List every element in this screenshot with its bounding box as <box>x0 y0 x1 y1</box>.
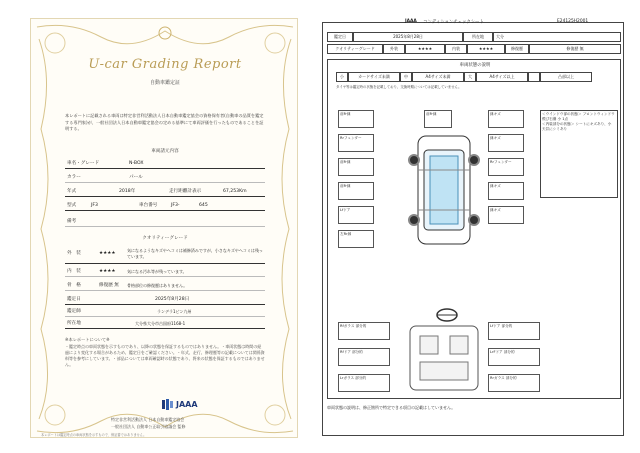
repair-label: 修復歴 <box>505 44 529 54</box>
repair-desc: 骨格部位の修復歴はありません。 <box>127 283 188 288</box>
legend-key-medium: 中 <box>400 72 412 82</box>
year-label: 年式 <box>67 189 77 194</box>
legend-key-extra <box>528 72 540 82</box>
exterior-label: 外装 <box>383 44 405 54</box>
model-row <box>65 201 265 211</box>
lower-label-5: Lrガラス 部分的 <box>338 374 390 392</box>
side-notes: ＜ウインドウ部の状態＞ フロントウィンドウ飛び石傷 小 1点 ＜内装部分の状態＞ シートにキズあり、小 天井にシミあり <box>540 110 618 198</box>
exterior-label: 外 装 <box>67 251 81 256</box>
location-label: 所在地 <box>67 321 81 326</box>
quality-section-title: クオリティーグレード <box>142 236 188 241</box>
grade-label: 車名・グレード <box>67 161 100 166</box>
date-value: 2025年8月28日 <box>155 297 190 302</box>
lower-label-1: Rfガラス 部分的 <box>338 322 390 340</box>
panel-right-2: 縁キズ <box>488 134 524 152</box>
chassis-label: 車台番号 <box>139 203 158 208</box>
chassis-value: JF3- <box>171 203 180 208</box>
panel-left-1: 前Fr縁 <box>338 110 374 128</box>
notes-title: ※本レポートについて※ <box>65 337 110 342</box>
date-value: 2025年8月28日 <box>353 32 463 42</box>
org-line-1: 特定非営利活動法人 日本自動車鑑定協会 <box>111 417 185 422</box>
interior-stars: ★★★★ <box>99 269 116 274</box>
panel-right-3: Rrフェンダー <box>488 158 524 176</box>
location-value: 大分県大分市古国府1168-1 <box>135 321 186 326</box>
exterior-desc: 気になるようなキズやヘコミは補修済みですが、小さなキズやヘコミは残っています。 <box>127 248 263 259</box>
report-subtitle: 自動車鑑定証 <box>149 80 180 86</box>
model-label: 型式 <box>67 203 77 208</box>
panel-right-5: 縁キズ <box>488 206 524 224</box>
interior-row <box>65 267 265 277</box>
inspector-value: ランデラ1ピン九州 <box>157 309 192 314</box>
panel-left-4: 前Fr縁 <box>338 182 374 200</box>
legend-key-large: 大 <box>464 72 476 82</box>
color-label: カラー <box>67 175 81 180</box>
date-label: 鑑定日 <box>327 32 353 42</box>
sheet-title: コンディションチェックシート <box>423 20 484 25</box>
remarks-row <box>65 217 265 227</box>
sheet-brand: JAAA <box>405 19 417 24</box>
repair-value: 修復歴 無 <box>529 44 621 54</box>
grade-row <box>65 159 265 169</box>
legend-val-large: A4サイズ以上 <box>476 72 528 82</box>
year-row <box>65 187 265 197</box>
legend-val-medium: A4サイズ未満 <box>412 72 464 82</box>
model-value: JF3 <box>91 203 98 208</box>
repair-row <box>65 281 265 291</box>
lower-label-3: Lfドア 部分的 <box>488 322 540 340</box>
steering-wheel-icon <box>436 308 458 322</box>
interior-label: 内 装 <box>67 269 81 274</box>
panel-left-3: 前Fr縁 <box>338 158 374 176</box>
legend-note: タイヤ等は鑑定時の状態を記載しており、交換時期については記載していません。 <box>336 85 462 89</box>
location-row <box>65 319 265 329</box>
remarks-label: 備考 <box>67 219 77 224</box>
notes-body: ・鑑定時点の車両状態を示すものであり、以降の状態を保証するものではありません。・車両状態は時間の経過により変化する場合があるため、鑑定日をご確認ください。・年式、走行、修理歴等の記載については関係資料等を参考にしています。・部品については車両確認時の状態であり、将来の状態を保証するものではありません。 <box>65 344 265 367</box>
year-value: 2018年 <box>119 189 136 194</box>
doc-number: E24125H2001 <box>557 19 589 24</box>
grading-report-card <box>30 18 298 438</box>
legend-val-extra: 凸部以上 <box>540 72 592 82</box>
interior-label: 内装 <box>445 44 467 54</box>
legend-key-small: 小 <box>336 72 348 82</box>
car-interior-diagram <box>402 322 486 394</box>
panel-top-center: 前Fr縁 <box>424 110 452 128</box>
panel-left-6: 左Rr縁 <box>338 230 374 248</box>
quality-grade-label: クオリティーグレード <box>327 44 383 54</box>
mileage-label: 走行距離計表示 <box>169 189 202 194</box>
org-line-2: 一般社団法人 自動車公正取引協議会 監修 <box>111 424 186 429</box>
car-top-view-diagram <box>402 130 486 250</box>
vehicle-condition-box <box>327 59 621 399</box>
inspector-label: 鑑定師 <box>67 309 81 314</box>
date-label: 鑑定日 <box>67 297 81 302</box>
area-label: 所在地 <box>463 32 493 42</box>
color-row <box>65 173 265 183</box>
panel-left-2: Rrフェンダー <box>338 134 374 152</box>
inspector-row <box>65 307 265 317</box>
interior-desc: 気になる汚れ等が残っています。 <box>127 269 187 274</box>
exterior-stars: ★★★★ <box>405 44 445 54</box>
vehicle-section-title: 車両状態の説明 <box>459 63 491 68</box>
legend-val-small: カードサイズ未満 <box>348 72 400 82</box>
vehicle-section-title: 車両諸元内容 <box>151 149 179 154</box>
lower-label-2: Rfドア 部分的 <box>338 348 390 366</box>
mileage-value: 67,253Km <box>223 189 247 194</box>
exterior-row <box>65 248 265 264</box>
bottom-note: 車両状態の説明は、修正箇所で特定できる項目の記載はしていません。 <box>327 405 456 410</box>
lower-label-6: Rrガラス 部分的 <box>488 374 540 392</box>
repair-label: 骨 格 <box>67 283 81 288</box>
panel-right-1: 縁キズ <box>488 110 524 128</box>
interior-stars: ★★★★ <box>467 44 505 54</box>
panel-left-5: Lfドア <box>338 206 374 224</box>
repair-value: 修復歴 無 <box>99 283 119 288</box>
report-title: U-car Grading Report <box>88 57 242 72</box>
condition-check-sheet <box>322 19 624 436</box>
exterior-stars: ★★★★ <box>99 251 116 256</box>
report-intro: 本レポートに記載される車両は特定非営利活動法人日本自動車鑑定協会の資格保有者(自動車の品質を鑑定する専門家)が、一般社団法人日本自動車鑑定協会の定める基準にて車両評価を行ったものであることを証明する。 <box>65 113 264 132</box>
color-value: パール <box>129 175 143 180</box>
date-row <box>65 295 265 305</box>
area-value: 大分 <box>493 32 621 42</box>
jaaa-logo-text: JAAA <box>176 400 198 409</box>
lower-label-4: LrFドア 部分的 <box>488 348 540 366</box>
report-footer: 本レポートは鑑定時点の車両状態を示すもので、保証書ではありません。 <box>41 433 147 437</box>
grade-value: N-BOX <box>129 161 144 166</box>
jaaa-logo-icon <box>161 398 174 411</box>
chassis-suffix: 645 <box>199 203 208 208</box>
panel-right-4: 縁キズ <box>488 182 524 200</box>
